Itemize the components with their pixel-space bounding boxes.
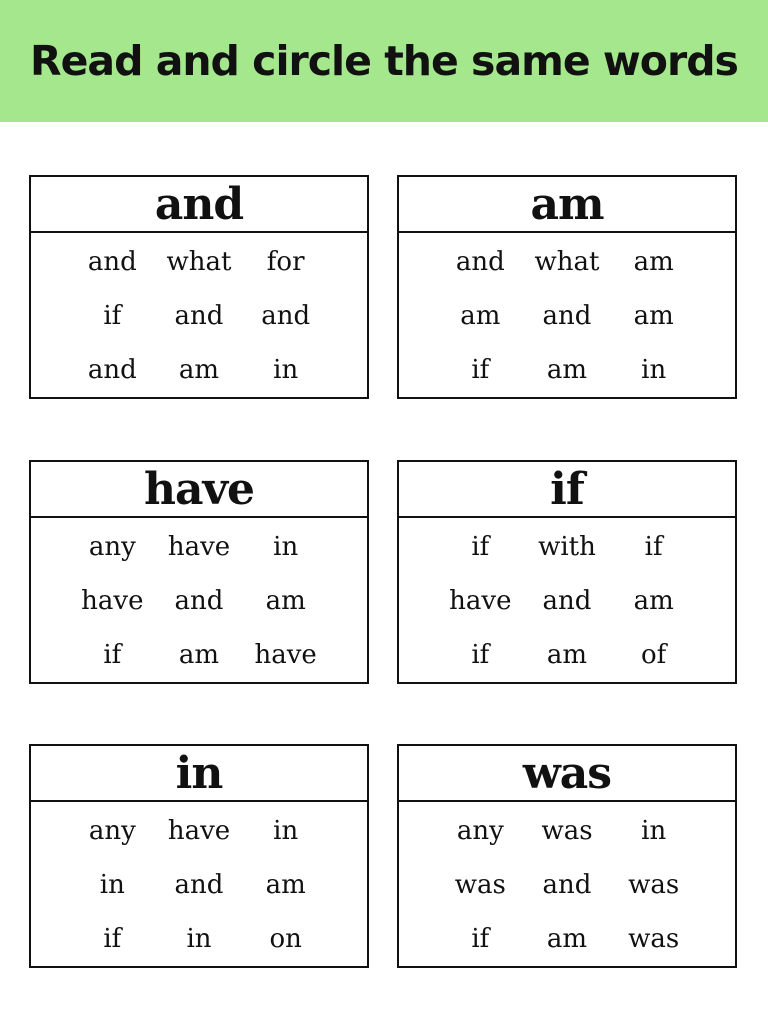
word-option[interactable]: have [254, 640, 317, 670]
page-title: Read and circle the same words [30, 37, 738, 85]
word-option[interactable]: in [273, 532, 299, 562]
word-option[interactable]: and [174, 301, 224, 331]
word-option[interactable]: in [273, 816, 299, 846]
word-grid [31, 518, 367, 682]
word-option[interactable]: and [174, 870, 224, 900]
word-option[interactable]: and [455, 247, 505, 277]
word-option[interactable]: in [641, 816, 667, 846]
word-grid [399, 518, 735, 682]
word-option[interactable]: and [542, 301, 592, 331]
word-option[interactable]: was [628, 924, 680, 954]
target-word: in [31, 746, 367, 802]
word-card-and [29, 175, 369, 399]
target-word: was [399, 746, 735, 802]
word-option[interactable]: have [167, 816, 231, 846]
word-option[interactable]: if [103, 924, 122, 954]
word-option[interactable]: if [103, 640, 122, 670]
word-option[interactable]: and [87, 355, 137, 385]
word-option[interactable]: am [546, 924, 588, 954]
word-option[interactable]: in [273, 355, 299, 385]
word-option[interactable]: for [266, 247, 305, 277]
word-option[interactable]: have [81, 586, 144, 616]
word-option[interactable]: in [99, 870, 125, 900]
word-option[interactable]: and [261, 301, 311, 331]
word-option[interactable]: and [174, 586, 224, 616]
word-option[interactable]: what [166, 247, 232, 277]
word-option[interactable]: am [178, 640, 220, 670]
word-card-was [397, 744, 737, 968]
word-option[interactable]: and [542, 586, 592, 616]
word-option[interactable]: am [633, 247, 674, 277]
word-grid [31, 802, 367, 966]
word-option[interactable]: if [644, 532, 663, 562]
word-card-in [29, 744, 369, 968]
word-option[interactable]: if [471, 924, 490, 954]
word-card-am [397, 175, 737, 399]
word-option[interactable]: am [633, 586, 674, 616]
word-option[interactable]: am [546, 355, 588, 385]
word-card-if [397, 460, 737, 684]
word-card-have [29, 460, 369, 684]
target-word: am [399, 177, 735, 233]
word-option[interactable]: am [265, 586, 306, 616]
word-grid [399, 233, 735, 397]
word-option[interactable]: was [628, 870, 680, 900]
word-option[interactable]: if [471, 640, 490, 670]
word-option[interactable]: and [87, 247, 137, 277]
word-option[interactable]: am [633, 301, 674, 331]
word-option[interactable]: in [186, 924, 212, 954]
word-option[interactable]: with [538, 532, 596, 562]
target-word: and [31, 177, 367, 233]
target-word: if [399, 462, 735, 518]
word-option[interactable]: of [641, 640, 667, 670]
word-option[interactable]: am [460, 301, 501, 331]
target-word: have [31, 462, 367, 518]
word-option[interactable]: if [103, 301, 122, 331]
word-option[interactable]: was [541, 816, 593, 846]
word-option[interactable]: any [88, 532, 136, 562]
word-option[interactable]: if [471, 532, 490, 562]
word-option[interactable]: any [456, 816, 504, 846]
word-option[interactable]: am [265, 870, 306, 900]
word-option[interactable]: in [641, 355, 667, 385]
word-grid [399, 802, 735, 966]
word-grid [31, 233, 367, 397]
word-option[interactable]: any [88, 816, 136, 846]
title-banner [0, 0, 768, 122]
word-option[interactable]: on [269, 924, 302, 954]
word-option[interactable]: if [471, 355, 490, 385]
word-option[interactable]: am [546, 640, 588, 670]
word-option[interactable]: was [454, 870, 506, 900]
word-option[interactable]: have [167, 532, 231, 562]
word-option[interactable]: am [178, 355, 220, 385]
word-option[interactable]: and [542, 870, 592, 900]
word-option[interactable]: have [449, 586, 512, 616]
word-option[interactable]: what [534, 247, 600, 277]
